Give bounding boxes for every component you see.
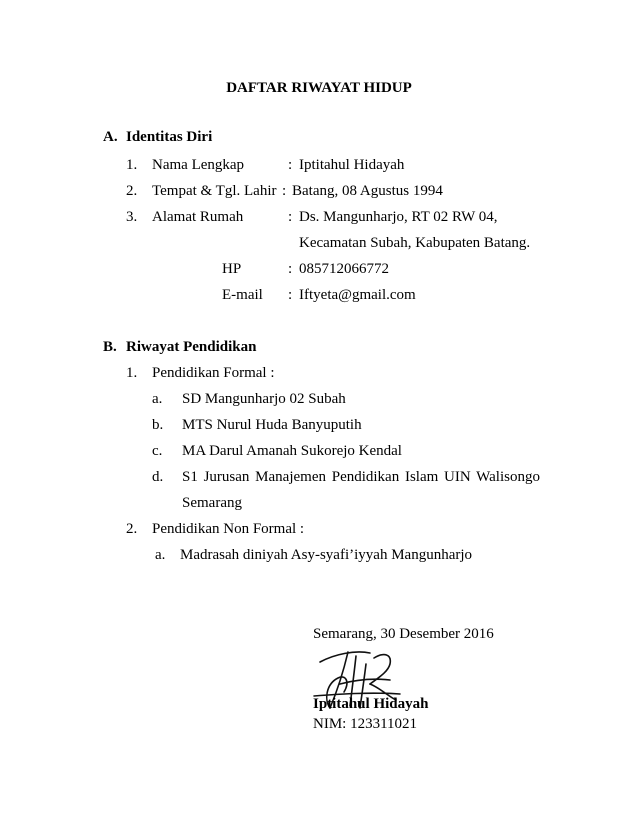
formal-education-letter: c. xyxy=(152,443,163,459)
formal-education-letter: a. xyxy=(152,391,163,407)
nonformal-education-number: 2. xyxy=(126,521,138,537)
identity-item-value: Batang, 08 Agustus 1994 xyxy=(292,183,443,199)
formal-education-number: 1. xyxy=(126,365,138,381)
identity-item-label: Alamat Rumah xyxy=(152,209,244,225)
identity-item-separator: : xyxy=(288,209,293,225)
formal-education-item-continued: Semarang xyxy=(182,495,242,511)
identity-item-number: 1. xyxy=(126,157,138,173)
signatory-nim: NIM: 123311021 xyxy=(313,716,418,732)
formal-education-item: MA Darul Amanah Sukorejo Kendal xyxy=(182,443,402,459)
nonformal-education-label: Pendidikan Non Formal : xyxy=(152,521,305,537)
hp-label: HP xyxy=(222,261,242,277)
identity-item-number: 2. xyxy=(126,183,138,199)
formal-education-label: Pendidikan Formal : xyxy=(152,365,275,381)
formal-education-item: S1 Jurusan Manajemen Pendidikan Islam UIN Walisongo xyxy=(182,469,540,485)
nonformal-education-item: Madrasah diniyah Asy-syafi’iyyah Mangunharjo xyxy=(180,547,473,563)
identity-item-number: 3. xyxy=(126,209,138,225)
email-value: Iftyeta@gmail.com xyxy=(299,287,416,303)
identity-item-value: Iptitahul Hidayah xyxy=(299,157,405,173)
identity-item-separator: : xyxy=(288,157,293,173)
identity-item-label: Tempat & Tgl. Lahir xyxy=(152,183,277,199)
signatory-name: Iptitahul Hidayah xyxy=(313,696,429,712)
page-title: DAFTAR RIWAYAT HIDUP xyxy=(226,80,412,96)
email-label: E-mail xyxy=(222,287,263,303)
formal-education-item: MTS Nurul Huda Banyuputih xyxy=(182,417,362,433)
section-b-letter: B. xyxy=(103,339,117,355)
formal-education-item: SD Mangunharjo 02 Subah xyxy=(182,391,346,407)
section-b-heading: Riwayat Pendidikan xyxy=(126,339,257,355)
email-separator: : xyxy=(288,287,293,303)
identity-item-label: Nama Lengkap xyxy=(152,157,245,173)
section-a-heading: Identitas Diri xyxy=(126,129,213,145)
formal-education-letter: d. xyxy=(152,469,164,485)
place-date: Semarang, 30 Desember 2016 xyxy=(313,626,494,642)
identity-item-value-continued: Kecamatan Subah, Kabupaten Batang. xyxy=(299,235,531,251)
hp-separator: : xyxy=(288,261,293,277)
nonformal-education-letter: a. xyxy=(155,547,166,563)
identity-item-value: Ds. Mangunharjo, RT 02 RW 04, xyxy=(299,209,498,225)
hp-value: 085712066772 xyxy=(299,261,389,277)
identity-item-separator: : xyxy=(282,183,287,199)
section-a-letter: A. xyxy=(103,129,118,145)
formal-education-letter: b. xyxy=(152,417,164,433)
